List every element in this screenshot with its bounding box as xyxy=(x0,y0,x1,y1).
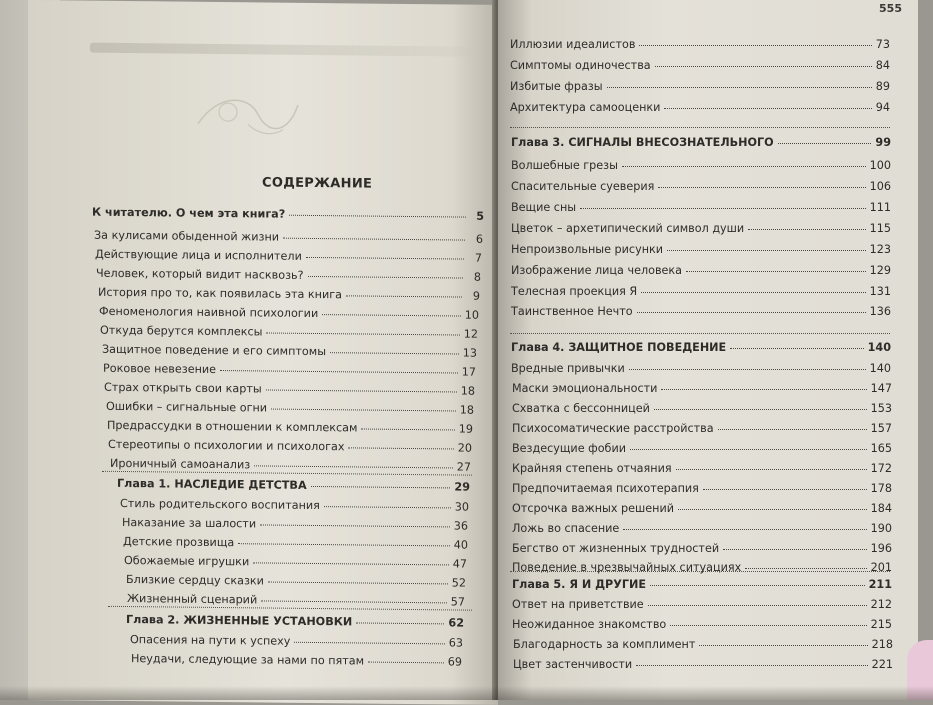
toc-entry xyxy=(511,362,891,375)
dot-leader xyxy=(778,143,872,144)
toc-entry-title: Ироничный самоанализ xyxy=(110,456,251,472)
toc-entry xyxy=(96,267,481,284)
toc-entry xyxy=(512,482,892,495)
toc-page-number: 7 xyxy=(474,251,482,265)
toc-entry-title: Предпочитаемая психотерапия xyxy=(512,482,699,495)
dot-leader xyxy=(636,665,867,666)
toc-page-number: 36 xyxy=(453,519,468,533)
toc-page-number: 73 xyxy=(875,38,890,51)
toc-page-number: 52 xyxy=(451,576,466,590)
dot-leader xyxy=(748,229,865,230)
dot-leader xyxy=(676,469,867,470)
toc-entry xyxy=(130,633,463,649)
toc-entry-title: Психосоматические расстройства xyxy=(512,422,714,435)
toc-page-number: 62 xyxy=(448,616,464,630)
bleed-through-illustration xyxy=(188,84,308,145)
toc-entry-title: Глава 1. НАСЛЕДИЕ ДЕТСТВА xyxy=(117,476,307,492)
toc-entry-title: Опасения на пути к успеху xyxy=(130,633,291,648)
dot-leader xyxy=(356,622,444,624)
toc-entry-title: Волшебные грезы xyxy=(511,159,618,172)
toc-entry-title: Обожаемые игрушки xyxy=(124,554,250,569)
toc-page-number: 5 xyxy=(476,209,484,223)
dot-leader xyxy=(650,585,865,586)
dot-leader xyxy=(623,529,866,530)
toc-page-number: 94 xyxy=(875,101,890,114)
toc-page-number: 123 xyxy=(869,243,891,256)
toc-entry-title: Защитное поведение и его симптомы xyxy=(102,342,327,359)
toc-page-number: 6 xyxy=(475,232,483,246)
toc-entry-title: Бегство от жизненных трудностей xyxy=(512,542,720,555)
toc-entry xyxy=(106,400,474,417)
toc-page-number: 13 xyxy=(462,346,477,360)
toc-entry xyxy=(100,324,478,341)
toc-entry-title: История про то, как появилась эта книга xyxy=(98,285,342,302)
toc-entry xyxy=(131,652,462,668)
toc-chapter-heading xyxy=(126,613,464,630)
dot-leader xyxy=(306,257,464,260)
dot-leader xyxy=(261,600,447,603)
dot-leader xyxy=(637,312,866,313)
toc-entry xyxy=(510,38,890,51)
toc-page-number: 201 xyxy=(870,561,892,574)
toc-page-number: 47 xyxy=(452,557,467,571)
toc-page-number: 218 xyxy=(871,638,893,651)
dot-leader xyxy=(745,568,866,569)
toc-chapter-heading xyxy=(117,477,470,494)
dot-leader xyxy=(648,605,867,606)
toc-entry-title: Глава 3. СИГНАЛЫ ВНЕСОЗНАТЕЛЬНОГО xyxy=(511,136,774,149)
toc-entry-title: Роковое невезение xyxy=(103,361,217,376)
toc-entry-title: Маски эмоциональности xyxy=(512,382,658,395)
toc-page-number: 20 xyxy=(457,441,472,455)
dot-leader xyxy=(639,45,871,46)
toc-page-number: 10 xyxy=(464,308,479,322)
toc-entry xyxy=(126,573,466,590)
toc-page-number: 106 xyxy=(869,180,891,193)
toc-entry-title: Стиль родительского воспитания xyxy=(120,496,320,513)
dot-leader xyxy=(580,208,866,209)
dot-leader xyxy=(289,215,466,218)
toc-entry xyxy=(511,222,891,235)
toc-entry-title: Феноменология наивной психологии xyxy=(99,304,319,321)
chapter-separator xyxy=(510,571,890,572)
toc-entry-title: Вредные привычки xyxy=(511,362,625,375)
toc-entry xyxy=(513,658,893,671)
toc-entry xyxy=(512,402,892,415)
toc-entry-title: Ошибки – сигнальные огни xyxy=(106,399,268,415)
toc-entry xyxy=(510,80,890,93)
toc-page-number: 147 xyxy=(870,382,892,395)
toc-entry xyxy=(124,554,467,571)
toc-page-number: 89 xyxy=(875,80,890,93)
toc-entry-title: Ответ на приветствие xyxy=(512,598,644,611)
toc-page-number: 140 xyxy=(869,362,891,375)
toc-entry xyxy=(511,243,891,256)
toc-entry xyxy=(108,438,472,455)
toc-page-number: 17 xyxy=(461,365,476,379)
toc-page-number: 100 xyxy=(869,159,891,172)
toc-entry xyxy=(510,101,890,114)
dot-leader xyxy=(266,332,459,335)
toc-entry xyxy=(512,522,892,535)
toc-page-number: 9 xyxy=(472,289,480,303)
toc-entry-title: Глава 4. ЗАЩИТНОЕ ПОВЕДЕНИЕ xyxy=(511,341,727,354)
toc-entry-title: Ложь во спасение xyxy=(512,522,620,535)
toc-entry-title: Цветок – архетипический символ души xyxy=(511,222,745,235)
toc-entry-title: Отсрочка важных решений xyxy=(512,502,675,515)
toc-entry xyxy=(512,382,892,395)
toc-entry-title: Неудачи, следующие за нами по пятам xyxy=(131,652,365,668)
toc-entry-title: Неожиданное знакомство xyxy=(512,618,667,631)
toc-page-number: 165 xyxy=(870,442,892,455)
toc-chapter-heading xyxy=(92,206,484,223)
bottom-shadow xyxy=(0,686,933,700)
toc-page-number: 27 xyxy=(456,460,471,474)
toc-entry xyxy=(511,305,891,318)
toc-entry-title: Предрассудки в отношении к комплексам xyxy=(107,418,358,435)
toc-entry-title: Жизненный сценарий xyxy=(127,592,258,607)
toc-entry xyxy=(98,286,480,303)
toc-page-number: 131 xyxy=(869,285,891,298)
dot-leader xyxy=(678,509,867,510)
toc-page-number: 40 xyxy=(453,538,468,552)
toc-entry-title: Благодарность за комплимент xyxy=(513,638,696,651)
toc-entry-title: За кулисами обыденной жизни xyxy=(94,228,280,244)
dot-leader xyxy=(308,276,463,279)
toc-page-number: 140 xyxy=(867,341,891,354)
toc-entry xyxy=(511,285,891,298)
dot-leader xyxy=(361,428,454,430)
toc-entry xyxy=(512,502,892,515)
toc-page-number: 196 xyxy=(870,542,892,555)
dot-leader xyxy=(723,549,867,550)
toc-page-number: 215 xyxy=(870,618,892,631)
toc-entry xyxy=(512,422,892,435)
toc-entry xyxy=(102,343,477,360)
dot-leader xyxy=(238,543,450,546)
toc-entry xyxy=(512,561,892,574)
toc-entry-title: Архитектура самооценки xyxy=(510,101,661,114)
toc-entry-title: Иллюзии идеалистов xyxy=(510,38,636,51)
toc-entry-title: Непроизвольные рисунки xyxy=(511,243,664,256)
dot-leader xyxy=(283,238,465,241)
toc-page-number: 157 xyxy=(870,422,892,435)
toc-entry-title: Изображение лица человека xyxy=(511,264,683,277)
toc-entry-title: Телесная проекция Я xyxy=(511,285,638,298)
toc-entry xyxy=(107,419,473,436)
toc-entry xyxy=(511,180,891,193)
toc-page-number: 153 xyxy=(870,402,892,415)
toc-entry xyxy=(511,159,891,172)
toc-entry xyxy=(512,598,892,611)
toc-page-number: 69 xyxy=(447,655,462,669)
dot-leader xyxy=(220,370,458,373)
toc-entry-title: К читателю. О чем эта книга? xyxy=(92,205,286,221)
toc-page-number: 12 xyxy=(463,327,478,341)
toc-entry xyxy=(123,535,468,552)
toc-chapter-heading xyxy=(511,341,891,354)
dot-leader xyxy=(607,87,872,88)
toc-entry-title: Крайняя степень отчаяния xyxy=(512,462,672,475)
toc-entry-title: Страх открыть свои карты xyxy=(104,380,262,396)
chapter-separator xyxy=(510,333,890,334)
dot-leader xyxy=(254,465,453,468)
toc-page-number: 63 xyxy=(448,636,463,650)
toc-entry xyxy=(94,229,483,246)
dot-leader xyxy=(686,271,866,272)
toc-entry xyxy=(512,618,892,631)
bleed-through-header xyxy=(90,43,470,57)
toc-page-number: 84 xyxy=(875,59,890,72)
toc-page-number: 172 xyxy=(870,462,892,475)
dot-leader xyxy=(268,582,448,585)
toc-page-number: 136 xyxy=(869,305,891,318)
dot-leader xyxy=(271,409,456,412)
toc-entry xyxy=(511,264,891,277)
toc-entry xyxy=(512,542,892,555)
dot-leader xyxy=(260,524,450,527)
dot-leader xyxy=(664,108,871,109)
toc-page-number: 99 xyxy=(875,136,891,149)
dot-leader xyxy=(655,66,872,67)
dot-leader xyxy=(730,348,863,349)
toc-entry-title: Детские прозвища xyxy=(123,534,235,550)
toc-page-number: 19 xyxy=(458,422,473,436)
toc-entry xyxy=(511,201,891,214)
left-page xyxy=(28,0,498,705)
dot-leader xyxy=(348,447,453,449)
dot-leader xyxy=(703,489,867,490)
toc-entry-title: Глава 2. ЖИЗНЕННЫЕ УСТАНОВКИ xyxy=(126,613,353,629)
toc-entry xyxy=(104,381,475,398)
toc-entry xyxy=(95,248,482,265)
dot-leader xyxy=(346,295,462,297)
toc-entry-title: Поведение в чрезвычайных ситуациях xyxy=(512,561,742,574)
toc-page-number: 178 xyxy=(870,482,892,495)
toc-entry-title: Цвет застенчивости xyxy=(513,658,633,671)
toc-entry xyxy=(99,305,479,322)
dot-leader xyxy=(654,409,867,410)
chapter-separator xyxy=(510,127,890,128)
dot-leader xyxy=(330,352,459,354)
toc-entry-title: Стереотипы о психологии и психологах xyxy=(108,437,345,454)
toc-page-number: 8 xyxy=(473,270,481,284)
toc-entry-title: Спасительные суеверия xyxy=(511,180,655,193)
toc-entry-title: Действующие лица и исполнители xyxy=(95,247,302,263)
toc-page-number: 211 xyxy=(868,578,892,591)
toc-page-number: 115 xyxy=(869,222,891,235)
dot-leader xyxy=(641,292,865,293)
dot-leader xyxy=(699,645,867,646)
toc-entry-title: Близкие сердцу сказки xyxy=(126,573,264,588)
dot-leader xyxy=(661,389,866,390)
toc-entry xyxy=(120,497,469,514)
toc-entry xyxy=(103,362,476,379)
dot-leader xyxy=(266,389,457,392)
toc-entry-title: Глава 5. Я И ДРУГИЕ xyxy=(512,578,647,591)
dot-leader xyxy=(368,662,444,664)
dot-leader xyxy=(294,642,444,645)
toc-page-number: 18 xyxy=(460,384,475,398)
toc-entry-title: Наказание за шалости xyxy=(122,515,257,531)
toc-page-number: 30 xyxy=(454,500,469,514)
contents-title: СОДЕРЖАНИЕ xyxy=(262,175,373,192)
dot-leader xyxy=(324,506,451,508)
dot-leader xyxy=(670,625,866,626)
toc-entry-title: Человек, который видит насквозь? xyxy=(96,266,304,282)
dot-leader xyxy=(667,250,866,251)
toc-entry-title: Избитые фразы xyxy=(510,80,603,93)
dot-leader xyxy=(658,187,865,188)
toc-entry-title: Симптомы одиночества xyxy=(510,59,651,72)
dot-leader xyxy=(629,369,866,370)
dot-leader xyxy=(718,429,867,430)
toc-entry-title: Вездесущие фобии xyxy=(512,442,626,455)
dot-leader xyxy=(630,449,867,450)
toc-entry xyxy=(513,638,893,651)
toc-page-number: 29 xyxy=(454,480,470,494)
toc-entry xyxy=(510,59,890,72)
toc-chapter-heading xyxy=(511,136,891,149)
page-number: 555 xyxy=(879,2,902,15)
toc-page-number: 129 xyxy=(869,264,891,277)
toc-entry-title: Таинственное Нечто xyxy=(511,305,633,318)
dot-leader xyxy=(311,486,451,488)
dot-leader xyxy=(322,314,461,316)
toc-page-number: 184 xyxy=(870,502,892,515)
dot-leader xyxy=(253,562,449,565)
toc-page-number: 18 xyxy=(459,403,474,417)
toc-entry-title: Откуда берутся комплексы xyxy=(100,323,263,339)
toc-chapter-heading xyxy=(512,578,892,591)
toc-entry-title: Схватка с бессонницей xyxy=(512,402,650,415)
toc-entry-title: Вещие сны xyxy=(511,201,577,214)
toc-page-number: 212 xyxy=(870,598,892,611)
toc-entry xyxy=(122,516,468,533)
toc-entry xyxy=(512,462,892,475)
right-page xyxy=(498,0,918,700)
toc-entry xyxy=(512,442,892,455)
toc-page-number: 111 xyxy=(869,201,891,214)
dot-leader xyxy=(622,166,866,167)
toc-page-number: 190 xyxy=(870,522,892,535)
toc-page-number: 221 xyxy=(871,658,893,671)
toc-page-number: 57 xyxy=(450,595,465,609)
